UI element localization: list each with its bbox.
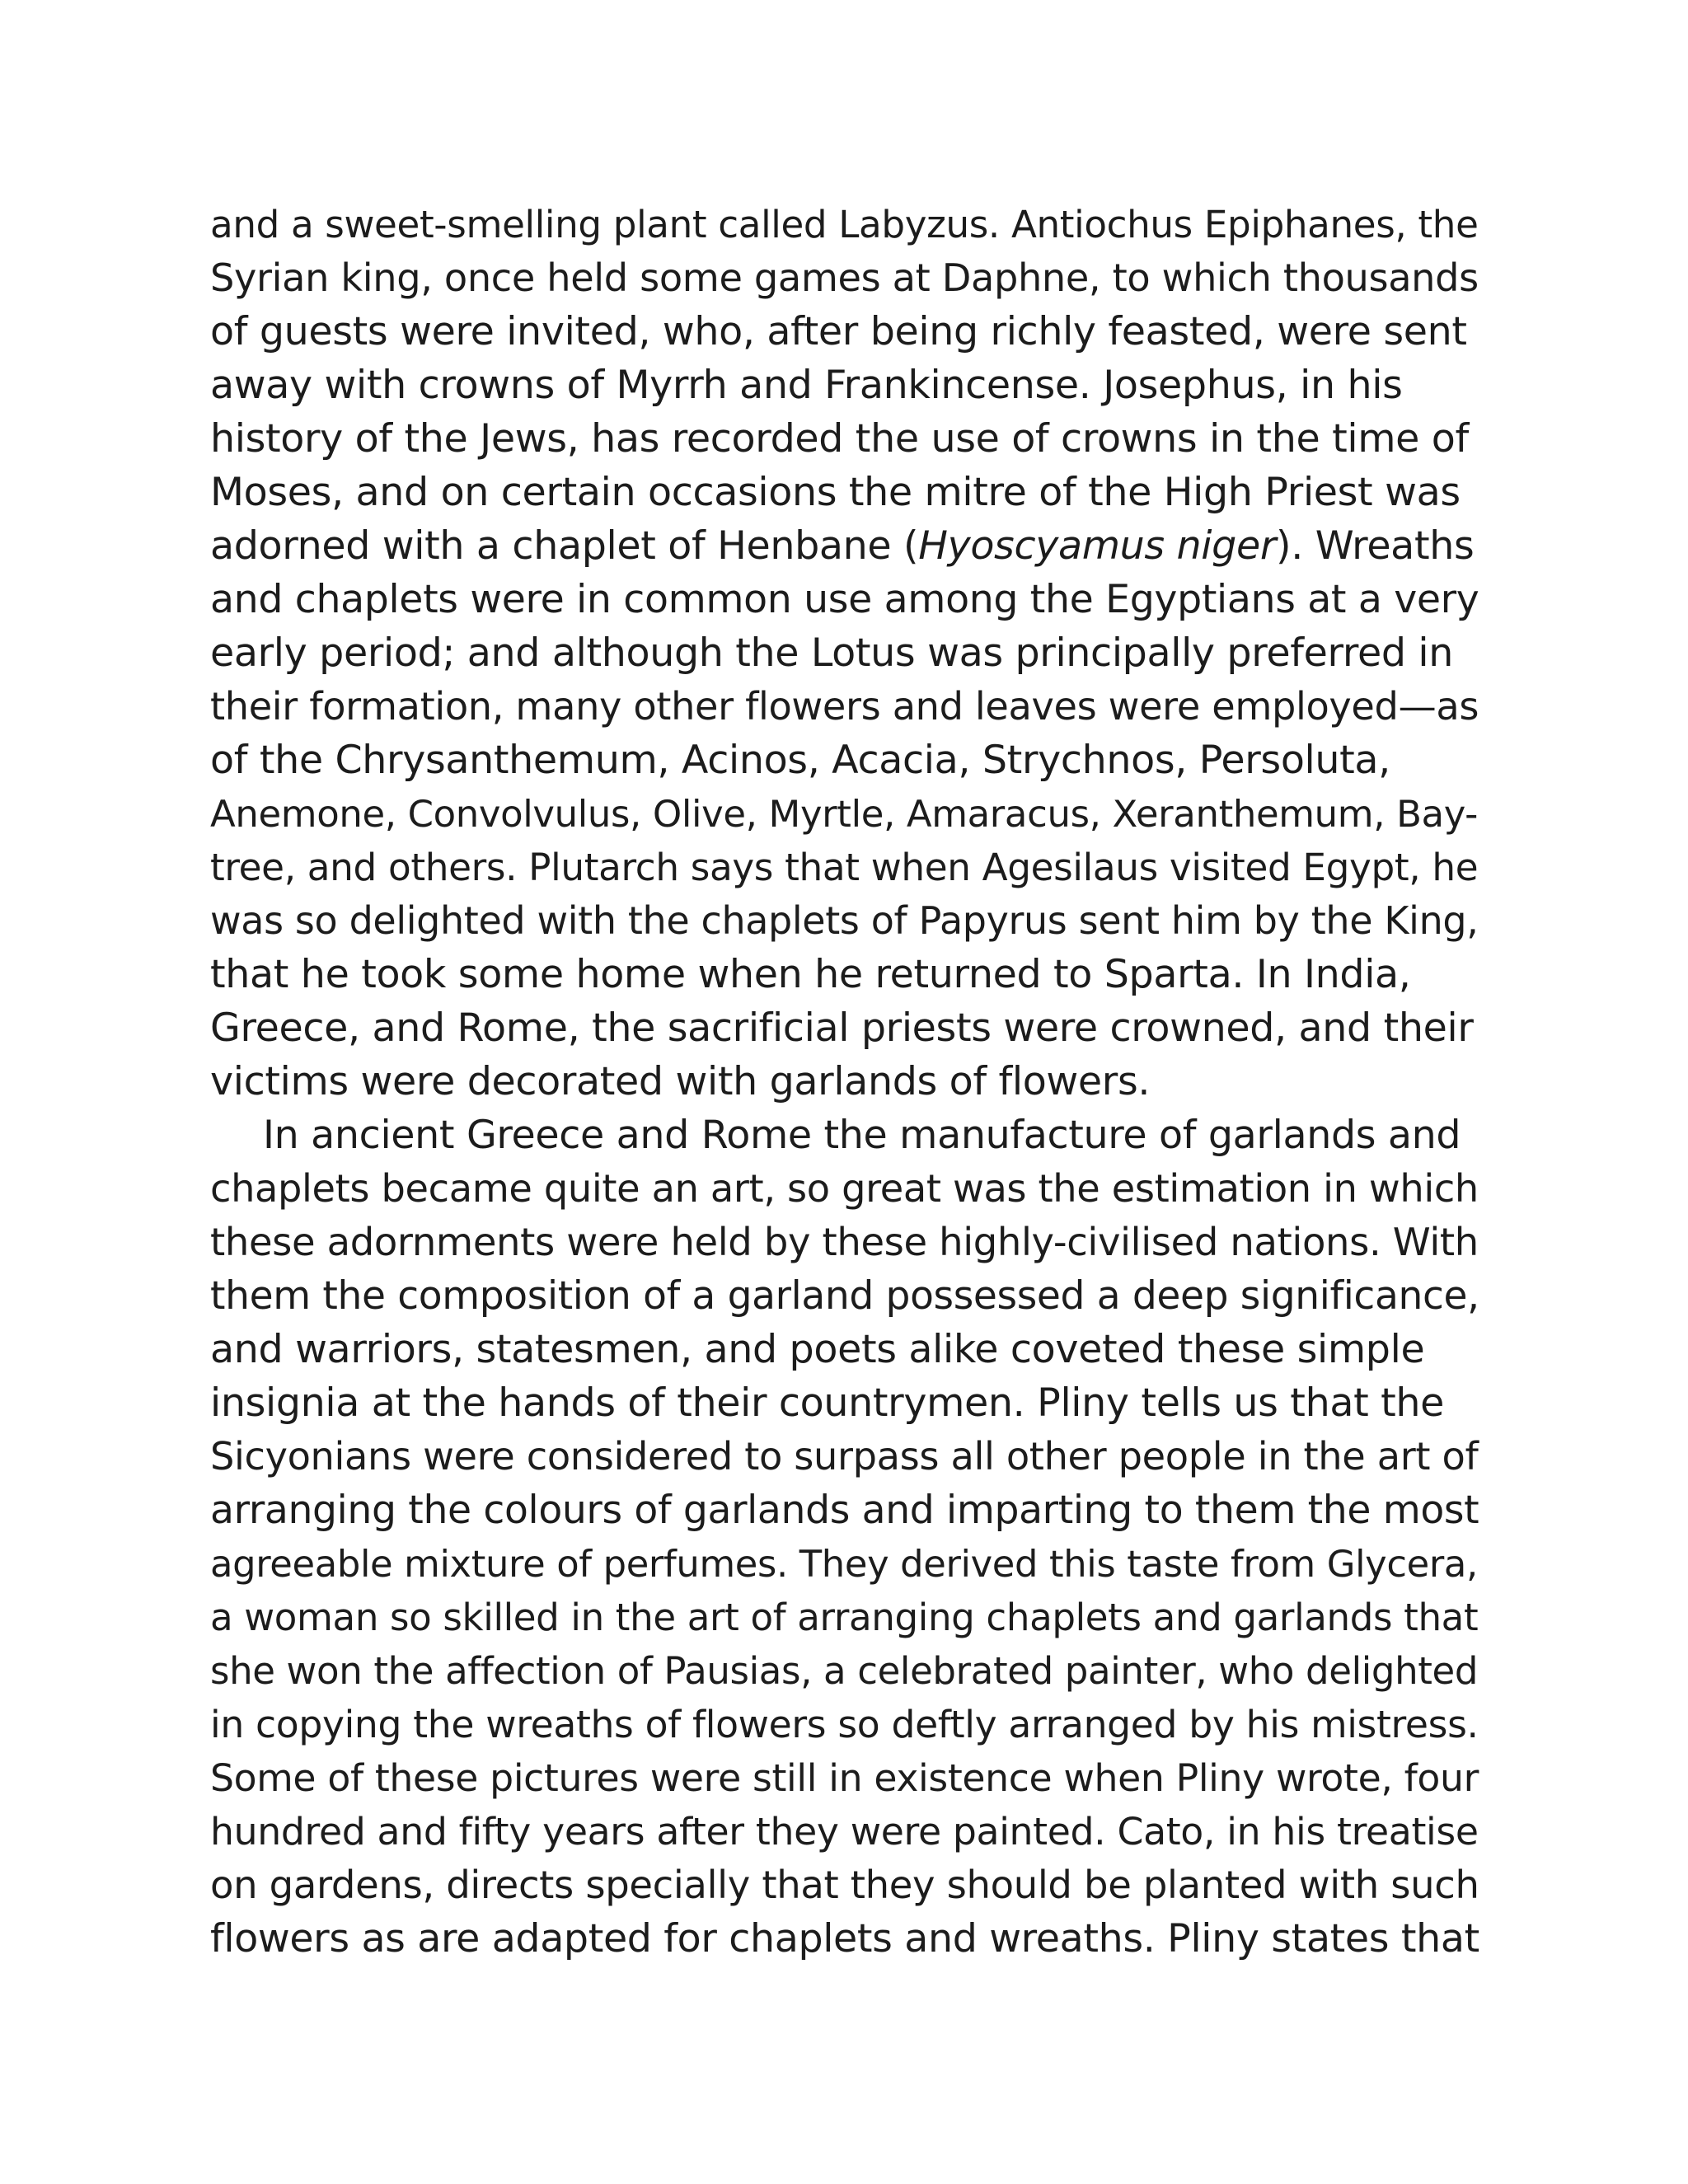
text-line: chaplets became quite an art, so great was the estimation in which <box>210 1166 1479 1211</box>
text-segment: ). Wreaths <box>1276 523 1475 569</box>
text-line: Greece, and Rome, the sacrificial priests were crowned, and their <box>210 1005 1474 1051</box>
text-line: and chaplets were in common use among the Egyptians at a very <box>210 577 1479 622</box>
text-line: was so delighted with the chaplets of Papyrus sent him by the King, <box>210 898 1479 943</box>
text-line: insignia at the hands of their countrymen. Pliny tells us that the <box>210 1380 1445 1426</box>
text-line <box>210 519 1479 573</box>
text-line: she won the affection of Pausias, a celebrated painter, who delighted <box>210 1649 1479 1693</box>
text-line: In ancient Greece and Rome the manufacture of garlands and <box>263 1113 1461 1158</box>
text-line: away with crowns of Myrrh and Frankincense. Josephus, in his <box>210 363 1403 408</box>
text-line: Syrian king, once held some games at Daphne, to which thousands <box>210 255 1479 300</box>
text-line: that he took some home when he returned to Sparta. In India, <box>210 952 1411 997</box>
text-line: Some of these pictures were still in existence when Pliny wrote, four <box>210 1756 1479 1800</box>
page-body <box>210 198 1479 1966</box>
text-line: tree, and others. Plutarch says that when Agesilaus visited Egypt, he <box>210 846 1479 889</box>
text-line: of guests were invited, who, after being richly feasted, were sent <box>210 309 1467 354</box>
text-segment: adorned with a chaplet of Henbane ( <box>210 523 919 569</box>
text-line: of the Chrysanthemum, Acinos, Acacia, Strychnos, Persoluta, <box>210 738 1390 783</box>
paragraph-1 <box>210 198 1479 1108</box>
text-line: arranging the colours of garlands and imparting to them the most <box>210 1488 1479 1533</box>
text-line: on gardens, directs specially that they should be planted with such <box>210 1863 1479 1907</box>
botanical-name: Hyoscyamus niger <box>918 523 1277 569</box>
text-line: early period; and although the Lotus was principally preferred in <box>210 630 1453 676</box>
text-line: history of the Jews, has recorded the use of crowns in the time of <box>210 416 1469 462</box>
text-line: and a sweet-smelling plant called Labyzus. Antiochus Epiphanes, the <box>210 203 1479 246</box>
text-line: Moses, and on certain occasions the mitre of the High Priest was <box>210 470 1461 515</box>
text-line: these adornments were held by these highly-civilised nations. With <box>210 1220 1479 1264</box>
text-line: Anemone, Convolvulus, Olive, Myrtle, Amaracus, Xeranthemum, Bay- <box>210 792 1479 836</box>
paragraph-2 <box>210 1108 1479 1966</box>
text-line: agreeable mixture of perfumes. They derived this taste from Glycera, <box>210 1542 1478 1586</box>
text-line: and warriors, statesmen, and poets alike coveted these simple <box>210 1327 1425 1372</box>
text-line: in copying the wreaths of flowers so deftly arranged by his mistress. <box>210 1703 1479 1746</box>
text-line: a woman so skilled in the art of arranging chaplets and garlands that <box>210 1596 1479 1639</box>
text-line: them the composition of a garland possessed a deep significance, <box>210 1273 1479 1319</box>
text-line: their formation, many other flowers and leaves were employed—as <box>210 684 1479 729</box>
text-line: victims were decorated with garlands of flowers. <box>210 1059 1151 1104</box>
text-line: hundred and fifty years after they were painted. Cato, in his treatise <box>210 1810 1479 1854</box>
text-line: flowers as are adapted for chaplets and wreaths. Pliny states that <box>210 1916 1479 1961</box>
text-line: Sicyonians were considered to surpass all other people in the art of <box>210 1434 1479 1479</box>
